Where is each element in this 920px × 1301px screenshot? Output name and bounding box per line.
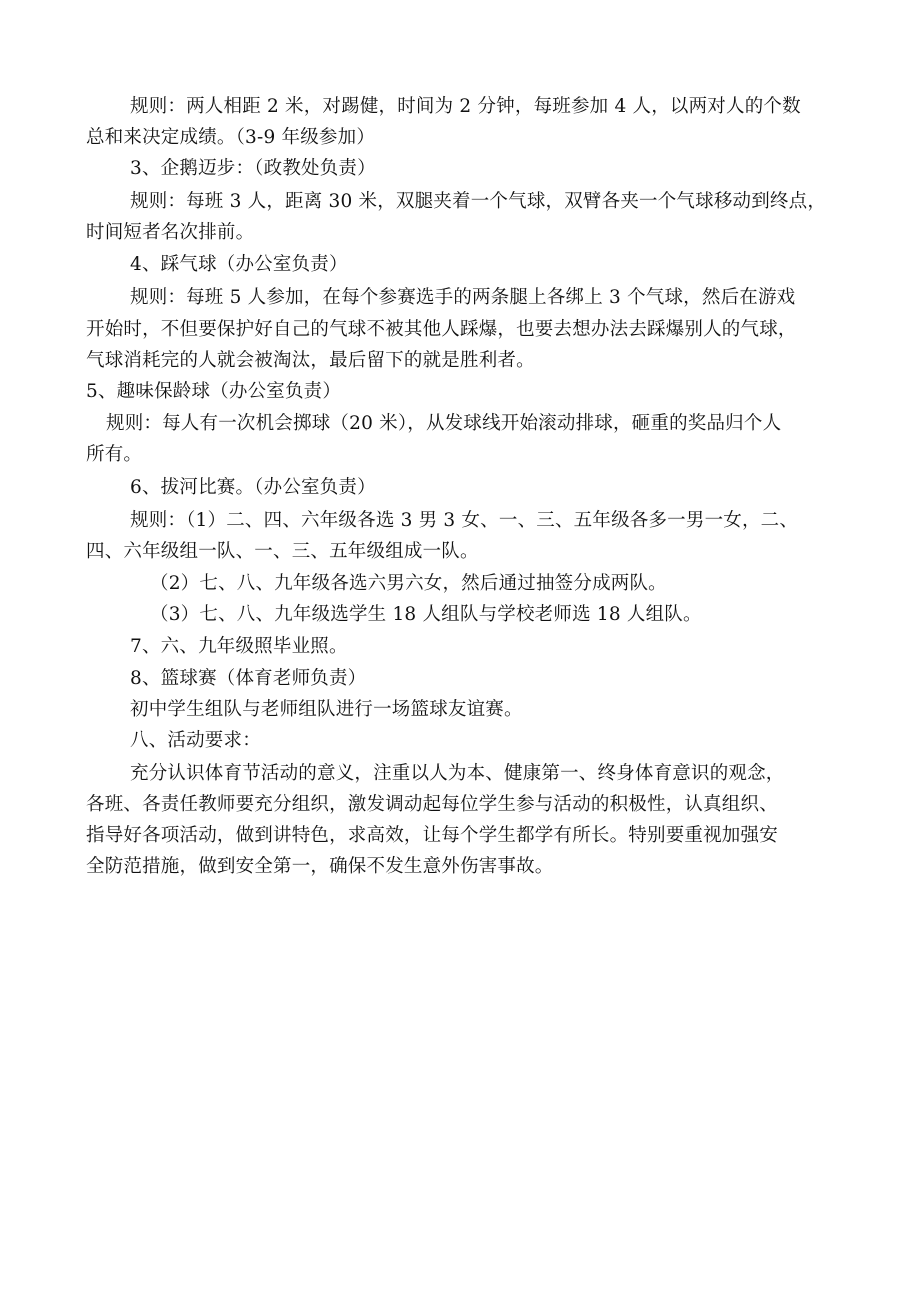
rule-line-tug-of-war-2: （2）七、八、九年级各选六男六女，然后通过抽签分成两队。	[150, 573, 667, 594]
rule-line-basketball: 初中学生组队与老师组队进行一场篮球友谊赛。	[130, 699, 523, 720]
rule-line-bowling: 规则：每人有一次机会掷球（20 米），从发球线开始滚动排球，砸重的奖品归个人	[106, 413, 782, 434]
rule-line-penguin-walk-cont: 时间短者名次排前。	[86, 222, 255, 243]
rule-line-tug-of-war-1: 规则：（1）二、四、六年级各选 3 男 3 女、一、三、五年级各多一男一女，二、	[130, 510, 799, 531]
rule-line-tug-of-war-1-cont: 四、六年级组一队、一、三、五年级组成一队。	[86, 541, 479, 562]
rule-line-bowling-cont: 所有。	[86, 444, 143, 465]
heading-basketball: 8、篮球赛（体育老师负责）	[130, 668, 367, 689]
requirements-line-4: 全防范措施，做到安全第一，确保不发生意外伤害事故。	[86, 856, 554, 877]
heading-activity-requirements: 八、活动要求：	[130, 730, 261, 751]
heading-bowling: 5、趣味保龄球（办公室负责）	[86, 381, 342, 402]
rule-line-kick-shuttlecock-cont: 总和来决定成绩。（3-9 年级参加）	[86, 127, 376, 148]
rule-line-stomp-balloons-cont-1: 开始时，不但要保护好自己的气球不被其他人踩爆，也要去想办法去踩爆别人的气球，	[86, 319, 797, 340]
rule-line-kick-shuttlecock: 规则：两人相距 2 米，对踢健，时间为 2 分钟，每班参加 4 人，以两对人的个数	[130, 96, 801, 117]
heading-penguin-walk: 3、企鹅迈步：（政教处负责）	[130, 158, 376, 179]
heading-tug-of-war: 6、拔河比赛。（办公室负责）	[130, 477, 376, 498]
rule-line-penguin-walk: 规则：每班 3 人，距离 30 米，双腿夹着一个气球，双臂各夹一个气球移动到终点，	[130, 191, 827, 212]
requirements-line-1: 充分认识体育节活动的意义，注重以人为本、健康第一、终身体育意识的观念，	[130, 763, 785, 784]
rule-line-stomp-balloons: 规则：每班 5 人参加，在每个参赛选手的两条腿上各绑上 3 个气球，然后在游戏	[130, 287, 796, 308]
requirements-line-3: 指导好各项活动，做到讲特色，求高效，让每个学生都学有所长。特别要重视加强安	[86, 825, 778, 846]
requirements-line-2: 各班、各责任教师要充分组织，激发调动起每位学生参与活动的积极性，认真组织、	[86, 794, 778, 815]
heading-graduation-photo: 7、六、九年级照毕业照。	[130, 636, 348, 657]
rule-line-tug-of-war-3: （3）七、八、九年级选学生 18 人组队与学校老师选 18 人组队。	[150, 604, 702, 625]
rule-line-stomp-balloons-cont-2: 气球消耗完的人就会被淘汰，最后留下的就是胜利者。	[86, 350, 535, 371]
heading-stomp-balloons: 4、踩气球（办公室负责）	[130, 254, 348, 275]
